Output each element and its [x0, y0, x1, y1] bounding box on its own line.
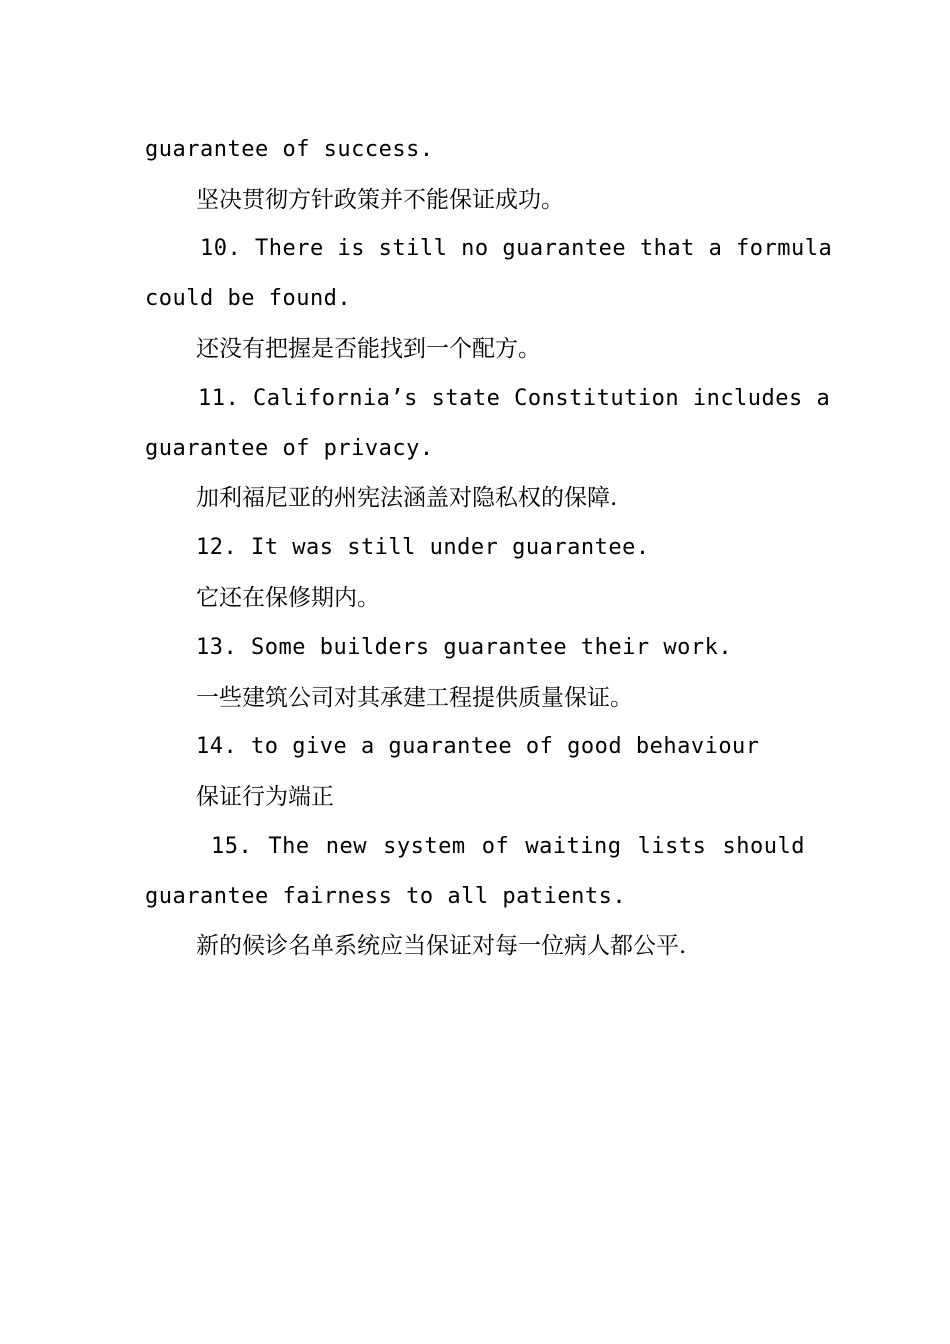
example-14: 14. to give a guarantee of good behaviour [196, 734, 760, 759]
example-13: 13. Some builders guarantee their work. [196, 635, 733, 660]
translation-line: 还没有把握是否能找到一个配方。 [196, 336, 541, 362]
example-12: 12. It was still under guarantee. [196, 535, 650, 560]
example-15: 15. The new system of waiting lists should [211, 834, 805, 859]
example-10: 10. There is still no guarantee that a formula [200, 236, 833, 261]
translation-line: 它还在保修期内。 [196, 585, 380, 611]
translation-line: 保证行为端正 [196, 784, 334, 810]
translation-line: 一些建筑公司对其承建工程提供质量保证。 [196, 685, 633, 711]
translation-line: 坚决贯彻方针政策并不能保证成功。 [196, 187, 564, 213]
text-line: guarantee of privacy. [145, 436, 434, 461]
text-line: could be found. [145, 286, 352, 311]
text-line: guarantee of success. [145, 137, 434, 162]
example-11: 11. California’s state Constitution includes a [198, 386, 831, 411]
translation-line: 加利福尼亚的州宪法涵盖对隐私权的保障. [196, 485, 618, 511]
translation-line: 新的候诊名单系统应当保证对每一位病人都公平. [196, 933, 687, 959]
text-line: guarantee fairness to all patients. [145, 884, 627, 909]
